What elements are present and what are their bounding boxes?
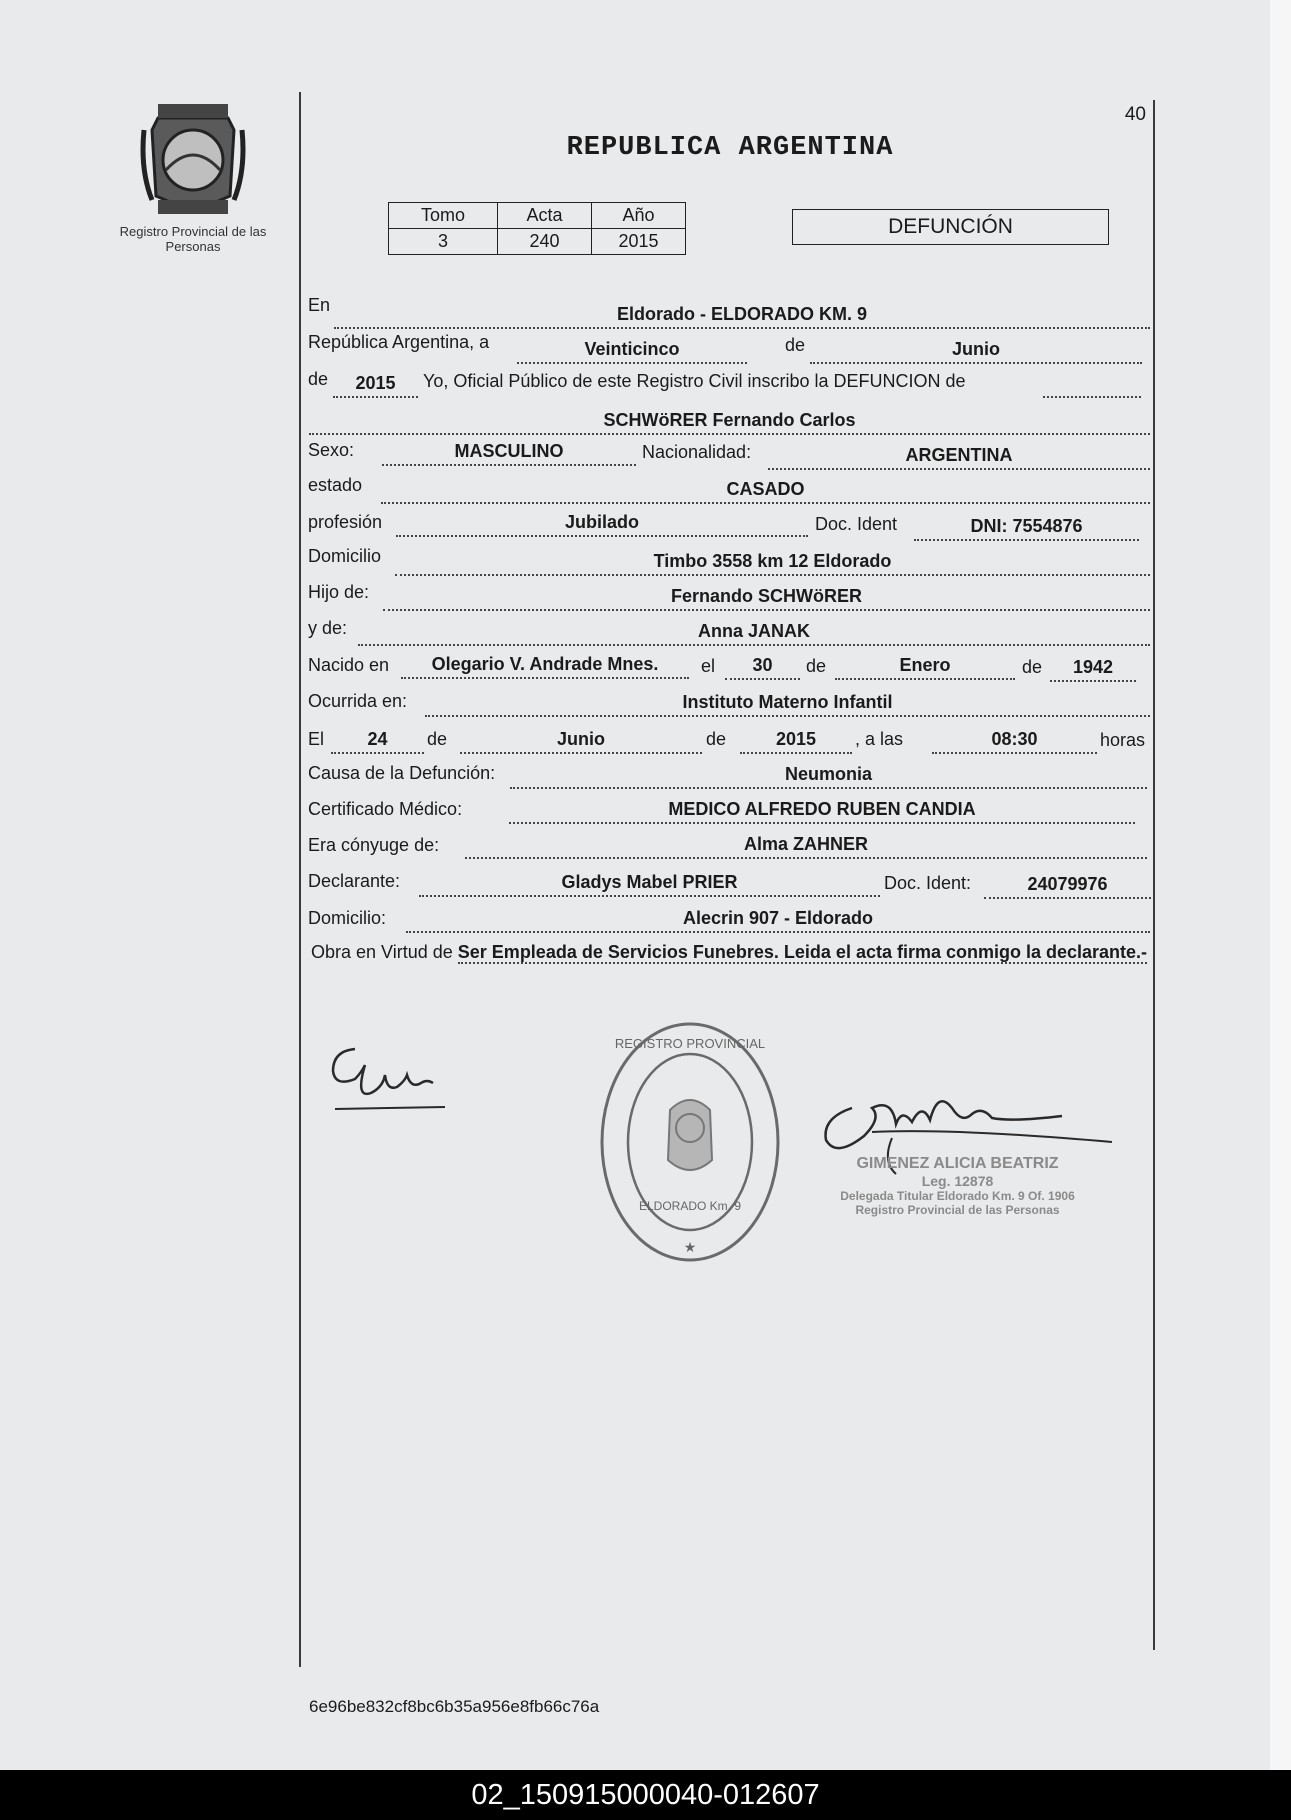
marital-status-field	[381, 477, 1150, 504]
declarant-domicile-label: Domicilio:	[308, 908, 387, 928]
death-year-field	[740, 727, 852, 754]
marital-status-value: CASADO	[726, 479, 805, 499]
death-time-value: 08:30	[991, 729, 1038, 749]
declarant-doc-label: Doc. Ident:	[884, 873, 972, 893]
year-value: 2015	[355, 373, 396, 393]
day-value: Veinticinco	[584, 339, 680, 359]
domicile-value: Timbo 3558 km 12 Eldorado	[653, 551, 892, 571]
left-margin-line	[299, 92, 301, 1667]
el-label: el	[701, 656, 716, 676]
month-value: Junio	[952, 339, 1000, 359]
profession-field	[396, 510, 808, 537]
year-field	[333, 371, 418, 398]
anio-header: Año	[592, 203, 686, 229]
tomo-header: Tomo	[389, 203, 498, 229]
cause-label: Causa de la Defunción:	[308, 763, 496, 783]
declarant-signature	[325, 1035, 455, 1115]
day-field	[517, 337, 747, 364]
nationality-label: Nacionalidad:	[642, 442, 752, 462]
cause-value: Neumonia	[784, 764, 872, 784]
inscription-text: Yo, Oficial Público de este Registro Civil inscribo la DEFUNCION de	[423, 371, 966, 391]
svg-text:ELDORADO Km. 9: ELDORADO Km. 9	[638, 1199, 742, 1213]
acta-value: 240	[498, 229, 592, 255]
mother-value: Anna JANAK	[697, 621, 810, 641]
sexo-label: Sexo:	[308, 440, 355, 460]
svg-text:REGISTRO PROVINCIAL: REGISTRO PROVINCIAL	[614, 1036, 766, 1051]
official-name: GIMENEZ ALICIA BEATRIZ	[856, 1155, 1059, 1172]
death-day-value: 24	[367, 729, 388, 749]
death-month-value: Junio	[557, 729, 605, 749]
death-day-field	[331, 727, 424, 754]
declarant-domicile-value: Alecrin 907 - Eldorado	[682, 908, 874, 928]
de-label-6: de	[706, 729, 727, 749]
inscription-field	[1043, 371, 1141, 398]
certificate-label: Certificado Médico:	[308, 799, 463, 819]
record-type-box: DEFUNCIÓN	[792, 209, 1109, 245]
deceased-name-field	[309, 408, 1150, 435]
declarant-doc-value: 24079976	[1027, 874, 1108, 894]
month-field	[810, 337, 1142, 364]
en-label: En	[308, 295, 331, 315]
misiones-coat-of-arms-logo	[138, 100, 248, 220]
father-label: Hijo de:	[308, 582, 370, 602]
death-time-field	[932, 727, 1097, 754]
father-field	[383, 584, 1150, 611]
doc-ident-label: Doc. Ident	[815, 514, 898, 534]
de-label-2: de	[308, 369, 329, 389]
republica-label: República Argentina, a	[308, 332, 490, 352]
nationality-field	[768, 443, 1150, 470]
page-edge	[1270, 0, 1291, 1770]
official-org: Registro Provincial de las Personas	[855, 1203, 1060, 1217]
horas-label: horas	[1100, 730, 1146, 750]
birth-day-field	[725, 653, 800, 680]
de-label-5: de	[427, 729, 448, 749]
birthplace-field	[401, 652, 689, 679]
mother-field	[358, 619, 1150, 646]
birth-month-value: Enero	[899, 655, 951, 675]
obra-paragraph	[311, 941, 1151, 963]
spouse-label: Era cónyuge de:	[308, 835, 440, 855]
page-number: 40	[1124, 104, 1146, 125]
marital-status-label: estado	[308, 475, 363, 495]
declarant-field	[419, 870, 880, 897]
occurred-value: Instituto Materno Infantil	[682, 692, 893, 712]
spouse-field	[465, 832, 1147, 859]
logo-caption: Registro Provincial de las Personas	[119, 224, 267, 254]
death-month-field	[460, 727, 702, 754]
deceased-name: SCHWöRER Fernando Carlos	[603, 410, 856, 430]
declarant-domicile-field	[406, 906, 1150, 933]
anio-value: 2015	[592, 229, 686, 255]
declarant-label: Declarante:	[308, 871, 401, 891]
sex-value: MASCULINO	[454, 441, 564, 461]
svg-text:★: ★	[683, 1239, 697, 1255]
domicile-field	[395, 549, 1150, 576]
birth-year-value: 1942	[1072, 657, 1114, 677]
tomo-value: 3	[389, 229, 498, 255]
cause-field	[510, 762, 1147, 789]
de-label-3: de	[806, 656, 827, 676]
nationality-value: ARGENTINA	[905, 445, 1013, 465]
de-label-1: de	[785, 335, 806, 355]
doc-ident-field	[914, 514, 1139, 541]
acta-header: Acta	[498, 203, 592, 229]
place-value: Eldorado - ELDORADO KM. 9	[616, 304, 867, 324]
sex-field	[382, 439, 636, 466]
profession-label: profesión	[308, 512, 383, 532]
el2-label: El	[308, 729, 325, 749]
domicile-label: Domicilio	[308, 546, 382, 566]
certificate-value: MEDICO ALFREDO RUBEN CANDIA	[668, 799, 976, 819]
birth-month-field	[835, 653, 1015, 680]
a-las-label: , a las	[855, 729, 904, 749]
declarant-value: Gladys Mabel PRIER	[561, 872, 738, 892]
right-margin-line	[1153, 100, 1155, 1650]
official-role: Delegada Titular Eldorado Km. 9 Of. 1906	[840, 1189, 1075, 1203]
place-field	[334, 302, 1150, 329]
occurred-label: Ocurrida en:	[308, 691, 408, 711]
document-title: REPUBLICA ARGENTINA	[566, 133, 894, 163]
declarant-doc-field	[984, 872, 1151, 899]
occurred-field	[425, 690, 1150, 717]
obra-value: Ser Empleada de Servicios Funebres. Leida el acta firma conmigo la declarante.-	[457, 942, 1148, 962]
birthplace-value: Olegario V. Andrade Mnes.	[431, 654, 659, 674]
obra-label: Obra en Virtud de	[311, 942, 453, 962]
father-value: Fernando SCHWöRER	[671, 586, 862, 606]
death-year-value: 2015	[775, 729, 817, 749]
registry-official-stamp	[598, 1020, 782, 1265]
certificate-field	[509, 797, 1135, 824]
document-hash: 6e96be832cf8bc6b35a956e8fb66c76a	[309, 1697, 600, 1716]
born-in-label: Nacido en	[308, 655, 390, 675]
de-label-4: de	[1022, 657, 1043, 677]
official-name-block	[815, 1155, 1100, 1217]
profession-value: Jubilado	[564, 512, 639, 532]
barcode-caption-bar: 02_150915000040-012607	[0, 1770, 1291, 1820]
official-legajo: Leg. 12878	[921, 1173, 994, 1189]
doc-ident-value: DNI: 7554876	[970, 516, 1083, 536]
reference-table	[388, 202, 686, 255]
birth-year-field	[1050, 655, 1136, 682]
spouse-value: Alma ZAHNER	[743, 834, 868, 854]
mother-label: y de:	[308, 618, 348, 638]
birth-day-value: 30	[752, 655, 773, 675]
